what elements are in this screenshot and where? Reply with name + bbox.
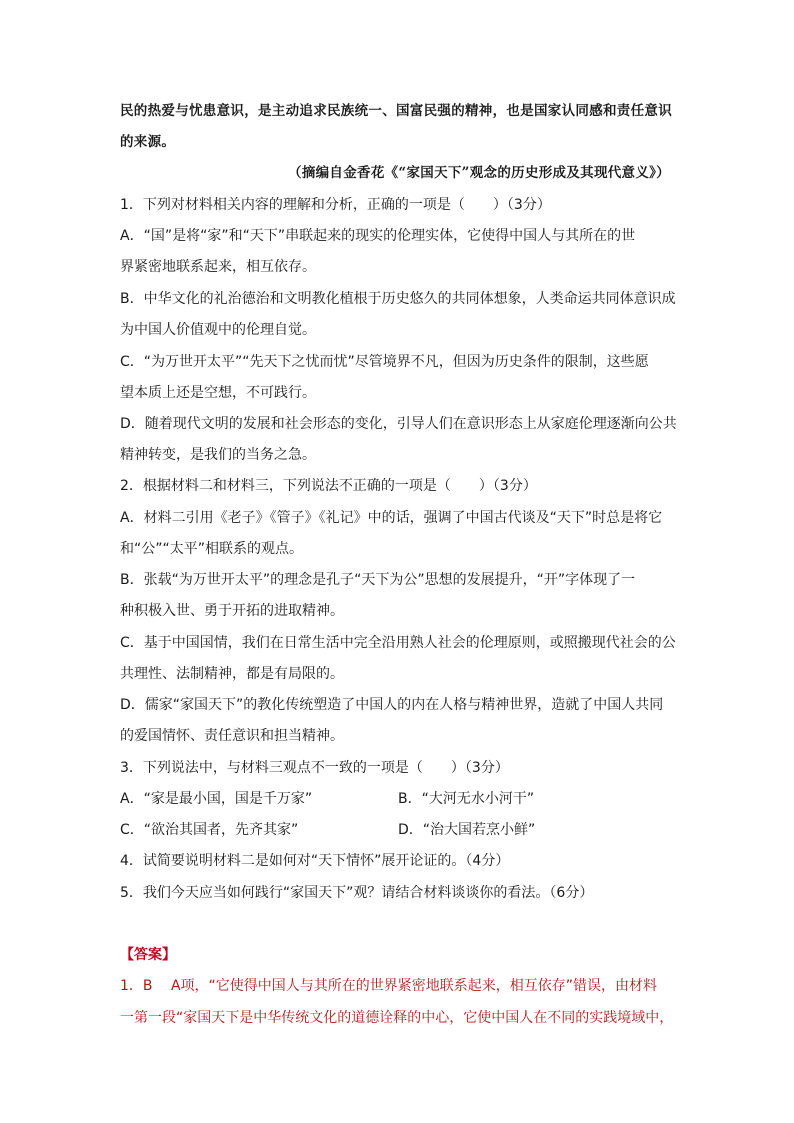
question-2-option-c-line-1: C．基于中国国情，我们在日常生活中完全沿用熟人社会的伦理原则，或照搬现代社会的公: [120, 635, 676, 651]
question-5: 5．我们今天应当如何践行“家国天下”观？请结合材料谈谈你的看法。（6分）: [120, 885, 594, 901]
question-2-stem: 2．根据材料二和材料三，下列说法不正确的一项是（ ）（3分）: [120, 478, 537, 494]
question-2-option-d-line-2: 的爱国情怀、责任意识和担当精神。: [120, 728, 344, 744]
question-1-option-a-line-2: 界紧密地联系起来，相互依存。: [120, 259, 316, 275]
answer-line-1: 1．B A项，“它使得中国人与其所在的世界紧密地联系起来，相互依存”错误，由材料: [120, 978, 658, 994]
question-1-stem: 1．下列对材料相关内容的理解和分析，正确的一项是（ ）（3分）: [120, 197, 551, 213]
question-2-option-b-line-2: 种积极入世、勇于开拓的进取精神。: [120, 603, 344, 619]
source-text-line-2: 的来源。: [120, 134, 176, 150]
question-1-option-c-line-2: 望本质上还是空想，不可践行。: [120, 385, 316, 401]
source-citation: （摘编自金香花《“家国天下”观念的历史形成及其现代意义》）: [288, 165, 670, 181]
question-1-option-d-line-1: D．随着现代文明的发展和社会形态的变化，引导人们在意识形态上从家庭伦理逐渐向公共: [120, 416, 677, 432]
question-2-option-b-line-1: B．张载“为万世开太平”的理念是孔子“天下为公”思想的发展提升，“开”字体现了一: [120, 572, 636, 588]
question-1-option-b-line-1: B．中华文化的礼治德治和文明教化植根于历史悠久的共同体想象，人类命运共同体意识成: [120, 291, 676, 307]
answer-heading: 【答案】: [120, 947, 176, 963]
question-3-option-c: C．“欲治其国者，先齐其家”: [120, 822, 299, 838]
question-2-option-d-line-1: D．儒家“家国天下”的教化传统塑造了中国人的内在人格与精神世界，造就了中国人共同: [120, 697, 664, 713]
question-2-option-c-line-2: 共理性、法制精神，都是有局限的。: [120, 666, 344, 682]
question-1-option-a-line-1: A．“国”是将“家”和“天下”串联起来的现实的伦理实体，它使得中国人与其所在的世: [120, 228, 636, 244]
question-3-option-a: A．“家是最小国，国是千万家”: [120, 791, 313, 807]
question-2-option-a-line-2: 和“公”“太平”相联系的观点。: [120, 541, 304, 557]
question-3-option-b: B．“大河无水小河干”: [398, 791, 535, 807]
source-text-line-1: 民的热爱与忧患意识，是主动追求民族统一、国富民强的精神，也是国家认同感和责任意识: [120, 103, 672, 119]
question-3-stem: 3．下列说法中，与材料三观点不一致的一项是（ ）（3分）: [120, 760, 509, 776]
question-1-option-d-line-2: 精神转变，是我们的当务之急。: [120, 447, 316, 463]
question-4: 4．试简要说明材料二是如何对“天下情怀”展开论证的。（4分）: [120, 853, 510, 869]
question-2-option-a-line-1: A．材料二引用《老子》《管子》《礼记》中的话，强调了中国古代谈及“天下”时总是将它: [120, 510, 663, 526]
question-1-option-b-line-2: 为中国人价值观中的伦理自觉。: [120, 322, 316, 338]
answer-line-2: 一第一段“家国天下是中华传统文化的道德诠释的中心，它使中国人在不同的实践境域中，: [120, 1010, 674, 1026]
question-3-option-d: D．“治大国若烹小鲜”: [398, 822, 536, 838]
question-1-option-c-line-1: C．“为万世开太平”“先天下之忧而忧”尽管境界不凡，但因为历史条件的限制，这些愿: [120, 354, 649, 370]
